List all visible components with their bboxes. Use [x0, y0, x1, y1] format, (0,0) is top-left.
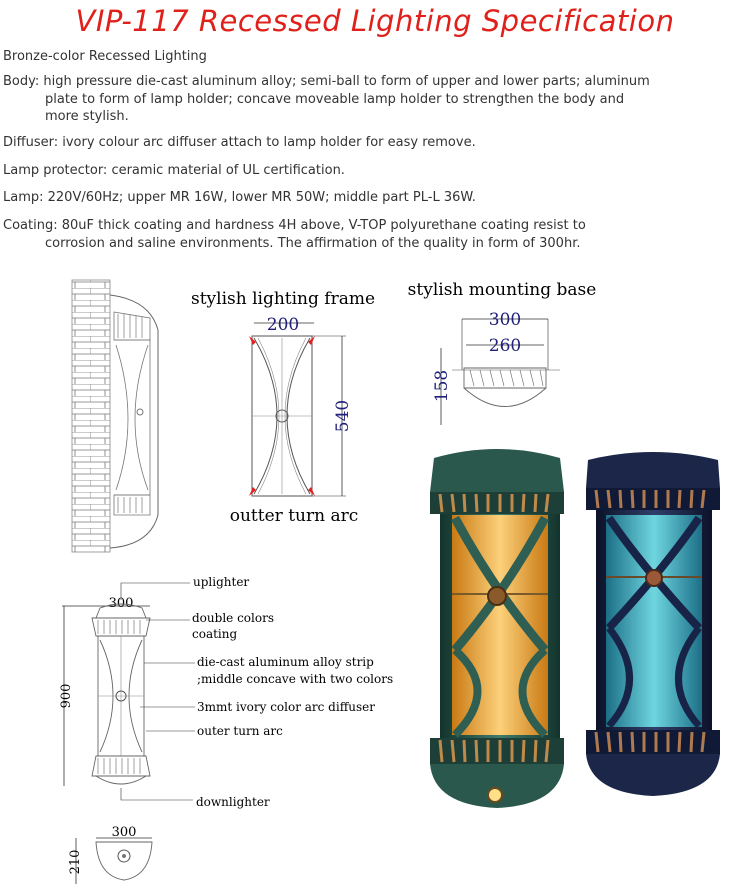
base-height-label: 158 — [432, 369, 452, 403]
amber-glass — [452, 515, 548, 735]
callout-coating: coating — [192, 627, 238, 641]
frame-width-label: 200 — [266, 315, 300, 335]
rosette-icon — [646, 570, 662, 586]
downlight-bulb-icon — [488, 788, 502, 802]
frame-height-label: 540 — [333, 399, 353, 433]
rosette-icon — [488, 587, 506, 605]
lamp-photo-green — [430, 449, 564, 808]
callout-strip: die-cast aluminum alloy strip — [197, 655, 374, 669]
base-inner-label: 260 — [488, 336, 522, 356]
callout-diffuser: 3mmt ivory color arc diffuser — [197, 700, 375, 714]
front-height-label: 900 — [59, 683, 74, 709]
mounting-base-drawing — [408, 280, 597, 425]
spec-protector: Lamp protector: ceramic material of UL certification. — [3, 163, 345, 178]
spec-body-a: Body: high pressure die-cast aluminum alloy; semi-ball to form of upper and lower parts; aluminum — [3, 74, 650, 89]
side-view-drawing — [72, 280, 158, 552]
front-view-drawing — [59, 575, 393, 809]
callout-double-colors: double colors — [192, 611, 274, 625]
spec-body-c: more stylish. — [45, 109, 129, 124]
callout-uplighter: uplighter — [193, 575, 250, 589]
spec-line-product: Bronze-color Recessed Lighting — [3, 49, 207, 64]
bottom-view-drawing — [68, 825, 152, 884]
callout-outer-arc: outer turn arc — [197, 724, 283, 738]
brick-wall — [72, 280, 110, 552]
lamp-photo-blue — [586, 452, 720, 796]
spec-lamp: Lamp: 220V/60Hz; upper MR 16W, lower MR 50W; middle part PL-L 36W. — [3, 190, 476, 205]
frame-title: stylish lighting frame — [190, 289, 376, 309]
spec-coating-b: corrosion and saline environments. The affirmation of the quality in form of 300hr. — [45, 235, 581, 251]
spec-body-b: plate to form of lamp holder; concave moveable lamp holder to strengthen the body and — [45, 91, 625, 107]
base-outer-label: 300 — [488, 310, 522, 330]
front-width-label: 300 — [108, 596, 134, 611]
lighting-frame-drawing — [191, 289, 375, 526]
callout-middle-concave: ;middle concave with two colors — [197, 672, 394, 686]
base-title: stylish mounting base — [407, 280, 597, 300]
spec-coating-a: Coating: 80uF thick coating and hardness 4H above, V-TOP polyurethane coating resist to — [3, 218, 586, 233]
bottom-width-label: 300 — [111, 825, 137, 840]
page-title: VIP-117 Recessed Lighting Specification — [75, 4, 675, 38]
frame-caption: outter turn arc — [229, 506, 359, 526]
callout-downlighter: downlighter — [196, 795, 270, 809]
bottom-height-label: 210 — [68, 849, 83, 875]
spec-diffuser: Diffuser: ivory colour arc diffuser attach to lamp holder for easy remove. — [3, 135, 476, 150]
